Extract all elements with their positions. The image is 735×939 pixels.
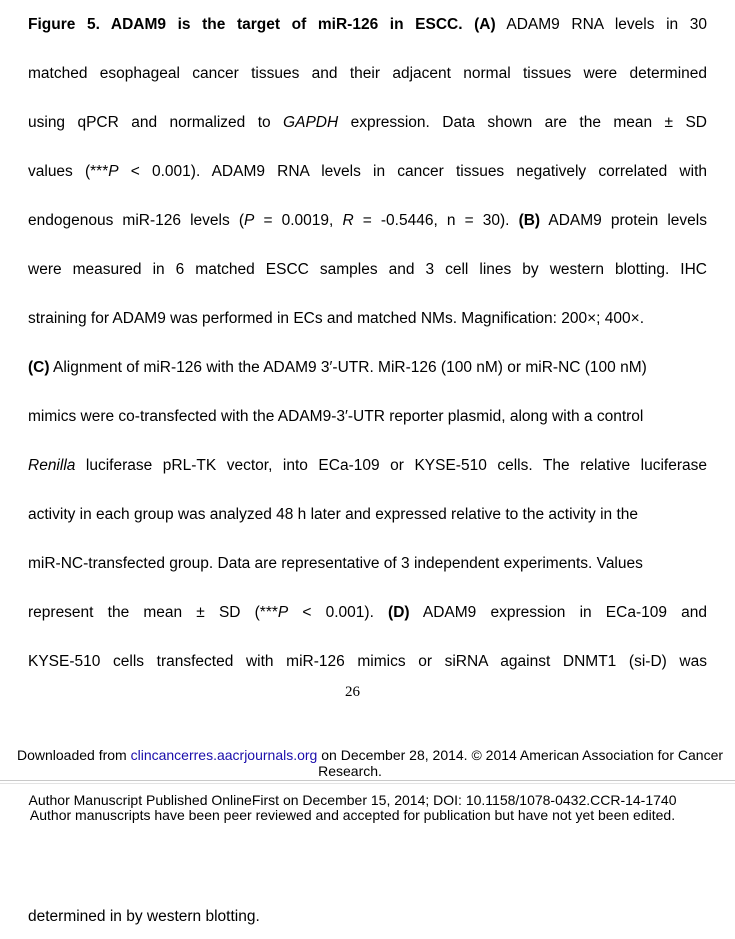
caption-line-8: (C) Alignment of miR-126 with the ADAM9 3′-UTR. MiR-126 (100 nM) or miR-NC (100 nM) <box>28 359 647 376</box>
caption-line-10: Renilla luciferase pRL-TK vector, into ECa-109 or KYSE-510 cells. The relative luciferase <box>28 457 707 474</box>
caption-line-3: using qPCR and normalized to GAPDH expression. Data shown are the mean ± SD <box>28 114 707 131</box>
figure-caption <box>28 0 707 686</box>
manuscript-notice <box>0 793 705 823</box>
footer-divider-secondary <box>0 783 735 784</box>
caption-line-7: straining for ADAM9 was performed in ECs and matched NMs. Magnification: 200×; 400×. <box>28 310 644 327</box>
caption-line-11: activity in each group was analyzed 48 h later and expressed relative to the activity in the <box>28 506 639 523</box>
caption-line-5: endogenous miR-126 levels (P = 0.0019, R = -0.5446, n = 30). (B) ADAM9 protein levels <box>28 212 707 229</box>
caption-line-6: were measured in 6 matched ESCC samples and 3 cell lines by western blotting. IHC <box>28 261 707 278</box>
caption-line-4: values (***P < 0.001). ADAM9 RNA levels in cancer tissues negatively correlated with <box>28 163 707 180</box>
continuation-text: determined in by western blotting. <box>28 908 260 925</box>
figure-title: Figure 5. ADAM9 is the target of miR-126 in ESCC. (A) <box>28 16 496 33</box>
download-notice-research: Research. <box>318 763 382 779</box>
caption-line-12: miR-NC-transfected group. Data are representative of 3 independent experiments. Values <box>28 555 643 572</box>
footer-divider <box>0 780 735 781</box>
caption-line-14: KYSE-510 cells transfected with miR-126 mimics or siRNA against DNMT1 (si-D) was <box>28 653 707 670</box>
manuscript-line-2: Author manuscripts have been peer reviewed and accepted for publication but have not yet been edited. <box>29 807 676 823</box>
page-number: 26 <box>345 684 360 700</box>
caption-line-2: matched esophageal cancer tissues and their adjacent normal tissues were determined <box>28 65 707 82</box>
caption-line-13: represent the mean ± SD (***P < 0.001). (D) ADAM9 expression in ECa-109 and <box>28 604 707 621</box>
caption-line-9: mimics were co-transfected with the ADAM9-3′-UTR reporter plasmid, along with a control <box>28 408 644 425</box>
download-notice: Downloaded from clincancerres.aacrjournals.org on December 28, 2014. © 2014 American Association for Cancer <box>16 747 724 763</box>
journal-link[interactable]: clincancerres.aacrjournals.org <box>130 747 318 763</box>
manuscript-line-1: Author Manuscript Published OnlineFirst on December 15, 2014; DOI: 10.1158/1078-0432.CCR-14-1740 <box>28 792 677 808</box>
caption-line-1: Figure 5. ADAM9 is the target of miR-126 in ESCC. (A) ADAM9 RNA levels in 30 <box>28 16 707 33</box>
